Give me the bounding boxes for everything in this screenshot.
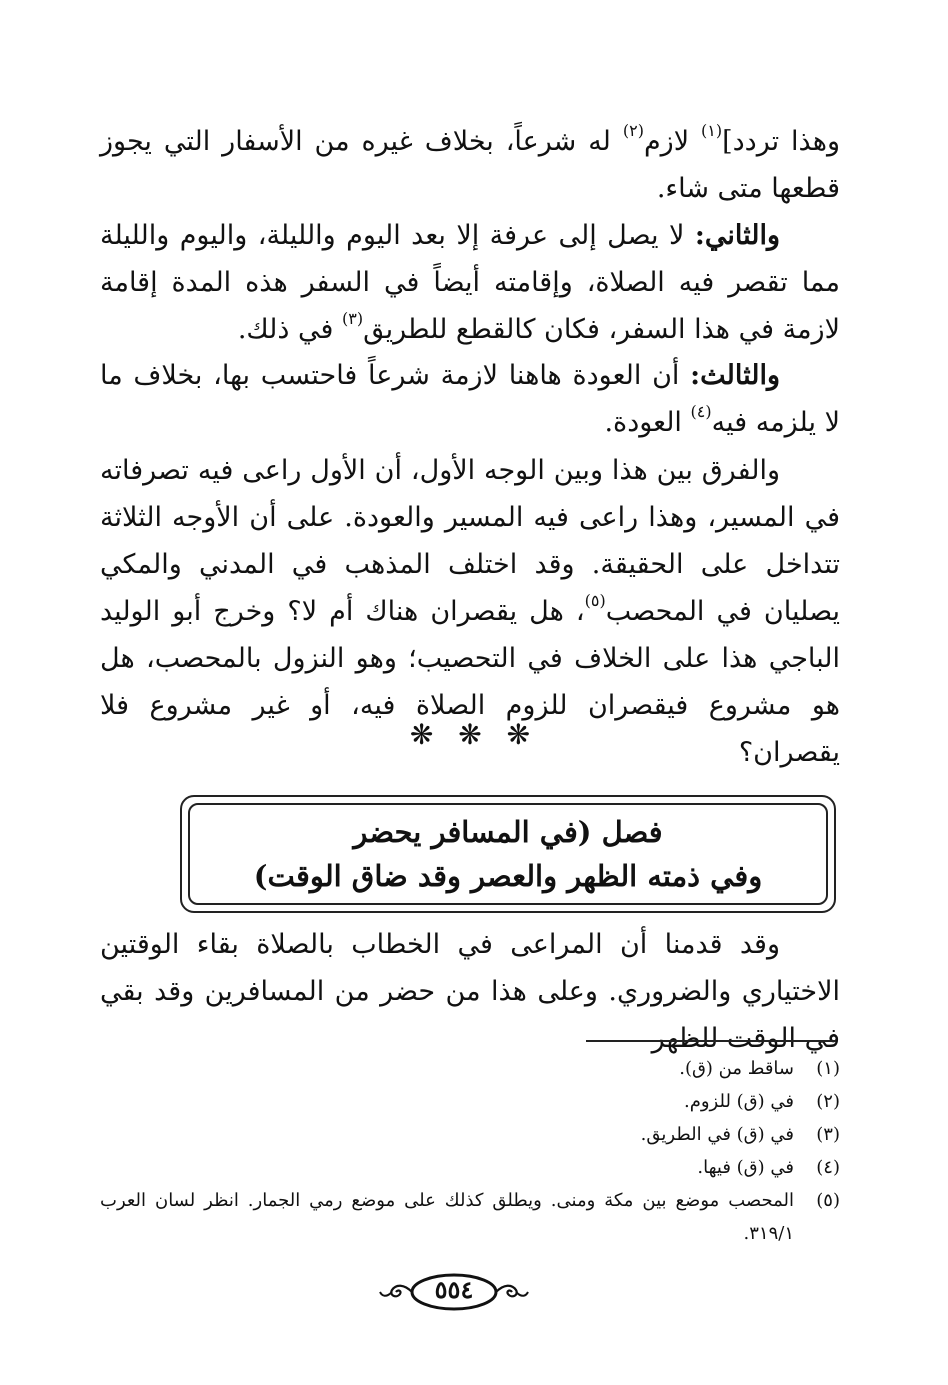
footnote-text: المحصب موضع بين مكة ومنى. ويطلق كذلك على موضع رمي الجمار. انظر لسان العرب ٣١٩/١. — [100, 1190, 794, 1244]
p3-text-b: العودة. — [604, 407, 691, 438]
footnote-ref-2: (٢) — [622, 121, 644, 140]
footnote-number: (٤) — [816, 1157, 840, 1178]
footnote-ref-4: (٤) — [690, 402, 712, 421]
p4-text-a: والفرق بين هذا وبين الوجه الأول، أن الأول راعى فيه تصرفاته في المسير، وهذا راعى فيه المسير والعودة. على أن الأوجه الثلاثة تتداخل على الحقيقة. وقد اختلف المذهب في المدني والمكي يصليان في المحصب — [100, 455, 840, 627]
footnote-4 — [100, 1151, 840, 1184]
footnote-1 — [100, 1052, 840, 1085]
footnote-divider — [586, 1040, 836, 1042]
footnotes — [100, 1052, 840, 1250]
paragraph-1 — [100, 118, 840, 212]
p3-text-a: أن العودة هاهنا لازمة شرعاً فاحتسب بها، بخلاف ما لا يلزمه فيه — [100, 360, 840, 438]
footnote-ref-3: (٣) — [342, 309, 364, 328]
page-number: ٥٥٤ — [434, 1275, 474, 1304]
chapter-heading-frame — [180, 795, 836, 913]
footnote-2 — [100, 1085, 840, 1118]
footnote-3 — [100, 1118, 840, 1151]
page-number-ornament — [374, 1270, 534, 1314]
p2-lead-word: والثاني: — [694, 220, 780, 251]
footnote-number: (٢) — [816, 1091, 840, 1112]
footnote-number: (٥) — [816, 1190, 840, 1211]
p2-text-b: في ذلك. — [237, 314, 343, 345]
p1-text-start: وهذا تردد] — [722, 126, 840, 157]
footnote-number: (١) — [816, 1058, 840, 1079]
p5-text: وقد قدمنا أن المراعى في الخطاب بالصلاة بقاء الوقتين الاختياري والضروري. وعلى هذا من حضر من المسافرين وقد بقي في الوقت للظهر — [100, 929, 840, 1054]
footnote-ref-5: (٥) — [584, 591, 606, 610]
p3-lead-word: والثالث: — [690, 360, 780, 391]
footnote-number: (٣) — [816, 1124, 840, 1145]
footnote-ref-1: (١) — [701, 121, 723, 140]
footnote-text: في (ق) للزوم. — [684, 1091, 794, 1112]
section-separator: ❋ ❋ ❋ — [409, 718, 539, 751]
paragraph-3 — [100, 352, 840, 446]
p4-text-b: ، هل يقصران هناك أم لا؟ وخرج أبو الوليد الباجي هذا على الخلاف في التحصيب؛ وهو النزول بالمحصب، هل هو مشروع فيقصران للزوم الصلاة فيه، أو غير مشروع فلا يقصران؟ — [100, 596, 840, 768]
paragraph-2 — [100, 212, 840, 353]
chapter-heading-inner-frame — [188, 803, 828, 905]
footnote-5 — [100, 1184, 840, 1250]
footnote-text: ساقط من (ق). — [679, 1058, 794, 1079]
chapter-heading-line-2: وفي ذمته الظهر والعصر وقد ضاق الوقت) — [253, 859, 763, 893]
p1-text-rest: له شرعاً، بخلاف غيره من الأسفار التي يجوز قطعها متى شاء. — [100, 126, 840, 204]
footnote-text: في (ق) في الطريق. — [640, 1124, 794, 1145]
chapter-heading-line-1: فصل (في المسافر يحضر — [353, 815, 663, 849]
footnote-text: في (ق) فيها. — [697, 1157, 794, 1178]
p2-text-a: لا يصل إلى عرفة إلا بعد اليوم والليلة، واليوم والليلة مما تقصر فيه الصلاة، وإقامته أيضاً في السفر هذه المدة إقامة لازمة في هذا السفر، فكان كالقطع للطريق — [100, 220, 840, 345]
p1-text-mid: لازم — [643, 126, 702, 157]
